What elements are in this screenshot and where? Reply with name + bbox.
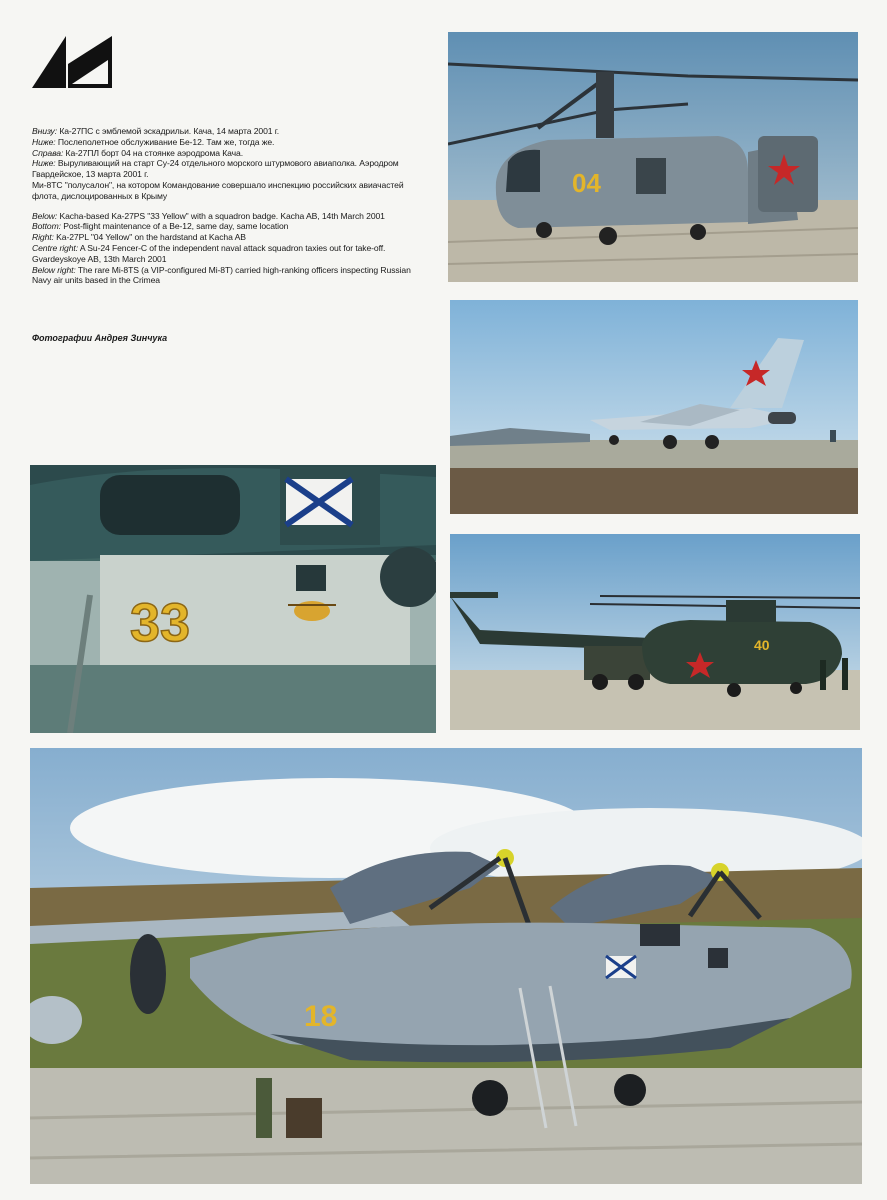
caption-ru-4: Ниже: Выруливающий на старт Су-24 отдельного морского штурмового авиаполка. Аэродром Гвардейское, 13 марта 2001 г. bbox=[32, 158, 399, 180]
aircraft-number: 18 bbox=[304, 1000, 338, 1033]
photo-su24 bbox=[450, 300, 858, 514]
caption-en-4: Centre right: A Su-24 Fencer-C of the independent naval attack squadron taxies out for take-off. Gvardeyskoye AB, 13th March 2001 bbox=[32, 242, 386, 264]
caption-en-5: Below right: The rare Mi-8TS (a VIP-configured Mi-8T) carried high-ranking officers inspecting Russian Navy air units based in the Crimea bbox=[32, 264, 411, 286]
publisher-logo bbox=[32, 34, 112, 88]
photo-mi8 bbox=[450, 534, 860, 730]
helicopter-number: 40 bbox=[754, 637, 770, 653]
caption-ru-5: Ми-8ТС "полусалон", на котором Командование совершало инспекцию российских авиачастей флота, дислоцированных в Крыму bbox=[32, 179, 404, 201]
caption-en-2: Bottom: Post-flight maintenance of a Be-12, same day, same location bbox=[32, 221, 289, 232]
caption-block bbox=[32, 126, 432, 286]
photo-ka27pl bbox=[448, 32, 858, 282]
caption-en bbox=[32, 211, 432, 287]
caption-ru-1: Внизу: Ка-27ПС с эмблемой эскадрильи. Кача, 14 марта 2001 г. bbox=[32, 126, 280, 136]
photo-credit: Фотографии Андрея Зинчука bbox=[32, 333, 168, 343]
caption-ru bbox=[32, 126, 432, 202]
caption-ru-2: Ниже: Послеполетное обслуживание Бе-12. Там же, тогда же. bbox=[32, 136, 275, 147]
caption-ru-3: Справа: Ка-27ПЛ борт 04 на стоянке аэродрома Кача. bbox=[32, 147, 244, 158]
helicopter-number: 04 bbox=[572, 168, 601, 198]
helicopter-number: 33 bbox=[130, 593, 191, 653]
caption-en-3: Right: Ka-27PL "04 Yellow" on the hardstand at Kacha AB bbox=[32, 232, 246, 243]
photo-be12 bbox=[30, 748, 862, 1184]
caption-en-1: Below: Kacha-based Ka-27PS "33 Yellow" with a squadron badge. Kacha AB, 14th March 2001 bbox=[32, 210, 385, 221]
photo-ka27ps bbox=[30, 465, 436, 733]
